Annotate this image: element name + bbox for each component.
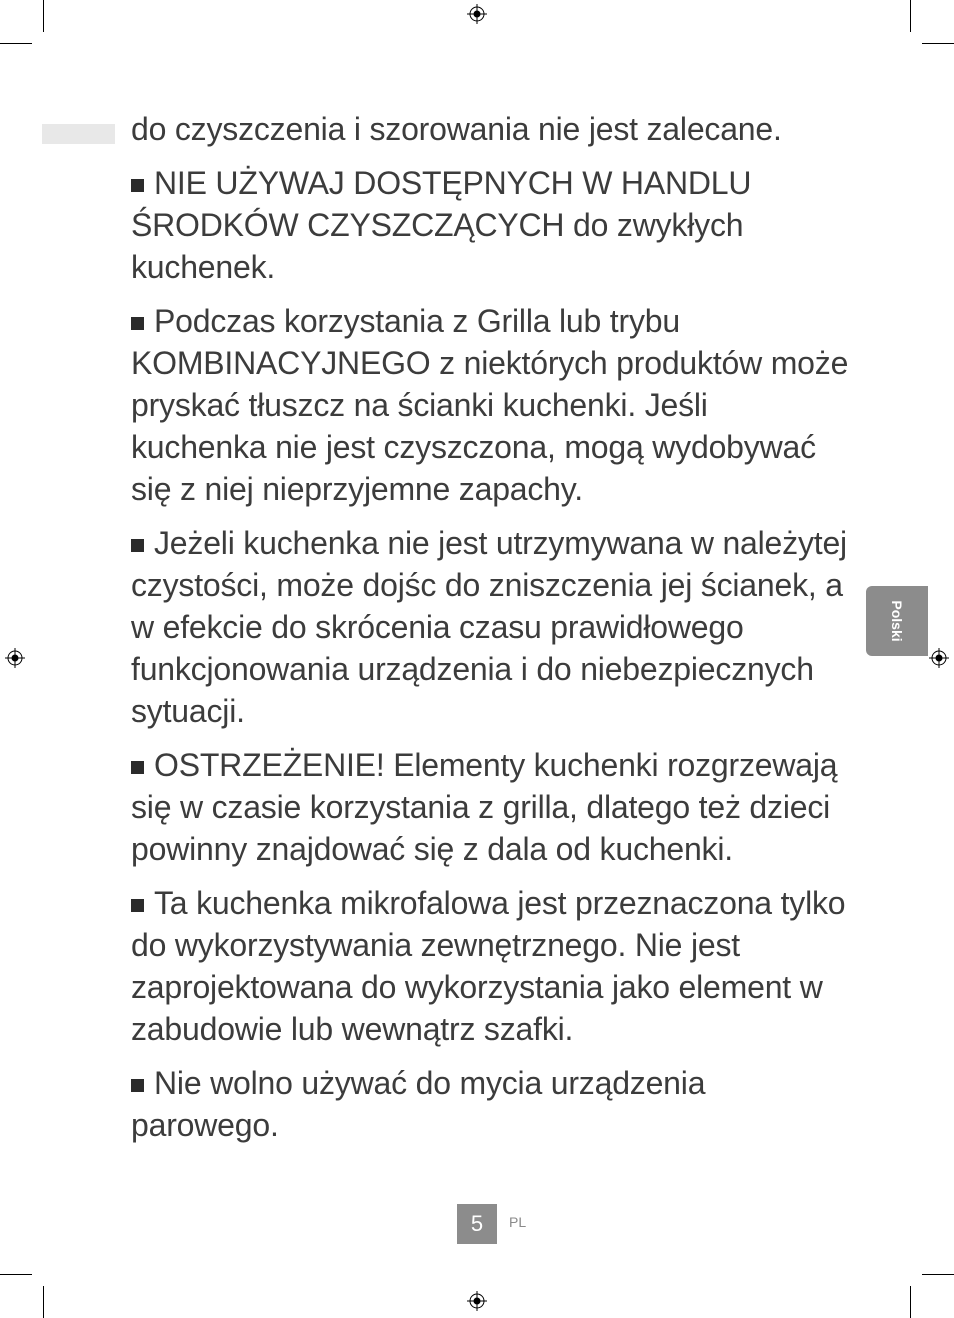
- registration-mark-icon: [5, 648, 25, 668]
- bullet-paragraph: [131, 162, 851, 288]
- bullet-paragraph: [131, 882, 851, 1050]
- bullet-paragraph: [131, 522, 851, 732]
- paragraph-text: Nie wolno używać do mycia urządzenia parowego.: [131, 1065, 706, 1143]
- crop-mark: [910, 1286, 911, 1318]
- bullet-paragraph: [131, 744, 851, 870]
- crop-mark: [910, 0, 911, 32]
- section-header-bar: [42, 124, 115, 144]
- paragraph-text: OSTRZEŻENIE! Elementy kuchenki rozgrzewają się w czasie korzystania z grilla, dlatego też dzieci powinny znajdować się z dala od kuchenki.: [131, 747, 838, 867]
- crop-mark: [43, 1286, 44, 1318]
- page-language-code: PL: [509, 1214, 527, 1230]
- square-bullet-icon: [131, 761, 144, 774]
- crop-mark: [922, 43, 954, 44]
- language-side-tab: [866, 586, 928, 656]
- registration-mark-icon: [467, 4, 487, 24]
- side-tab-label: Polski: [889, 600, 905, 642]
- intro-text: do czyszczenia i szorowania nie jest zalecane.: [131, 111, 782, 147]
- crop-mark: [922, 1274, 954, 1275]
- square-bullet-icon: [131, 1079, 144, 1092]
- crop-mark: [43, 0, 44, 32]
- document-body: [131, 108, 851, 1158]
- square-bullet-icon: [131, 317, 144, 330]
- paragraph-text: Ta kuchenka mikrofalowa jest przeznaczona tylko do wykorzystywania zewnętrznego. Nie jest zaprojektowana do wykorzystania jako element w zabudowie lub wewnątrz szafki.: [131, 885, 846, 1047]
- registration-mark-icon: [929, 648, 949, 668]
- registration-mark-icon: [467, 1291, 487, 1311]
- paragraph-text: NIE UŻYWAJ DOSTĘPNYCH W HANDLU ŚRODKÓW CZYSZCZĄCYCH do zwykłych kuchenek.: [131, 165, 752, 285]
- paragraph-text: Podczas korzystania z Grilla lub trybu KOMBINACYJNEGO z niektórych produktów może pryskać tłuszcz na ścianki kuchenki. Jeśli kuchenka nie jest czyszczona, mogą wydobywać się z niej nieprzyjemne zapachy.: [131, 303, 849, 507]
- square-bullet-icon: [131, 179, 144, 192]
- bullet-paragraph: [131, 300, 851, 510]
- crop-mark: [0, 43, 32, 44]
- page-number: 5: [457, 1204, 497, 1244]
- square-bullet-icon: [131, 539, 144, 552]
- paragraph-text: Jeżeli kuchenka nie jest utrzymywana w należytej czystości, może dojśc do zniszczenia jej ścianek, a w efekcie do skrócenia czasu prawidłowego funkcjonowania urządzenia i do niebezpiecznych sytuacji.: [131, 525, 847, 729]
- square-bullet-icon: [131, 899, 144, 912]
- bullet-paragraph: [131, 1062, 851, 1146]
- crop-mark: [0, 1274, 32, 1275]
